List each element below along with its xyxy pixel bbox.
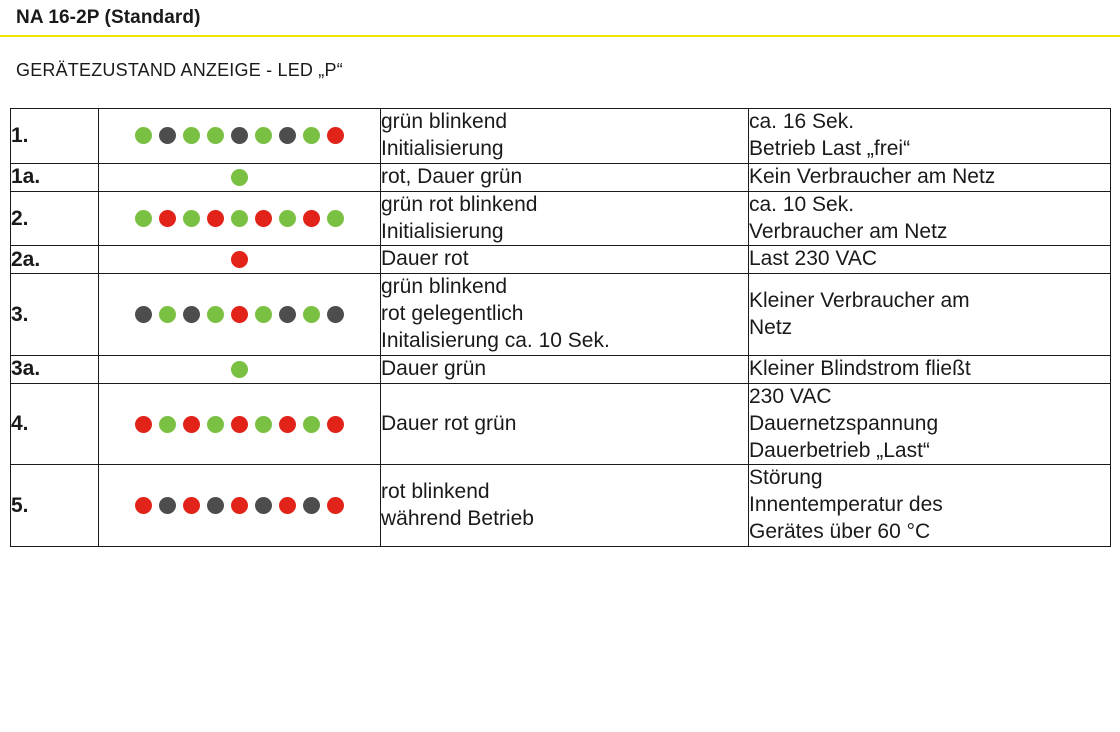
led-red-icon (183, 497, 200, 514)
row-number: 1. (11, 109, 99, 164)
led-green-icon (183, 127, 200, 144)
table-row (11, 465, 1111, 547)
description-line: Dauer grün (381, 356, 487, 380)
led-grey-icon (279, 127, 296, 144)
description-line: rot gelegentlich (381, 302, 524, 326)
table-row (11, 274, 1111, 356)
note-line: Störung (749, 466, 823, 490)
description-line: Initialisierung (381, 219, 504, 243)
led-row (99, 127, 380, 144)
led-green-icon (159, 416, 176, 433)
table-row (11, 191, 1111, 246)
led-grey-icon (255, 497, 272, 514)
page-title: NA 16-2P (Standard) (16, 6, 201, 28)
led-note (749, 163, 1111, 191)
led-red-icon (327, 416, 344, 433)
led-green-icon (231, 169, 248, 186)
led-row (99, 416, 380, 433)
led-description (381, 383, 749, 465)
led-grey-icon (135, 306, 152, 323)
led-grey-icon (279, 306, 296, 323)
row-number: 1a. (11, 163, 99, 191)
row-number: 2. (11, 191, 99, 246)
description-line: Dauer rot grün (381, 411, 517, 435)
led-grey-icon (303, 497, 320, 514)
description-line: Dauer rot (381, 247, 469, 271)
note-line: Dauerbetrieb „Last“ (749, 438, 930, 462)
led-note (749, 383, 1111, 465)
led-green-icon (255, 416, 272, 433)
note-line: Dauernetzspannung (749, 411, 939, 435)
led-status-table (10, 108, 1111, 547)
led-description (381, 355, 749, 383)
led-description (381, 163, 749, 191)
description-line: rot, Dauer grün (381, 164, 523, 188)
led-grey-icon (159, 497, 176, 514)
led-pattern (99, 355, 381, 383)
led-grey-icon (159, 127, 176, 144)
led-description (381, 246, 749, 274)
led-green-icon (279, 210, 296, 227)
led-red-icon (255, 210, 272, 227)
led-green-icon (255, 306, 272, 323)
led-status-table-body (11, 109, 1111, 547)
led-row (99, 251, 380, 268)
row-number: 4. (11, 383, 99, 465)
led-green-icon (135, 127, 152, 144)
led-pattern (99, 246, 381, 274)
note-line: Gerätes über 60 °C (749, 520, 931, 544)
led-row (99, 210, 380, 227)
led-red-icon (231, 306, 248, 323)
note-line: Betrieb Last „frei“ (749, 136, 911, 160)
description-line: Initialisierung (381, 136, 504, 160)
led-grey-icon (231, 127, 248, 144)
led-green-icon (207, 127, 224, 144)
description-line: grün blinkend (381, 275, 508, 299)
note-line: 230 VAC (749, 384, 832, 408)
note-line: Innentemperatur des (749, 493, 943, 517)
led-note (749, 246, 1111, 274)
table-row (11, 246, 1111, 274)
note-line: ca. 16 Sek. (749, 110, 855, 133)
led-pattern (99, 109, 381, 164)
led-green-icon (255, 127, 272, 144)
led-description (381, 274, 749, 356)
led-green-icon (231, 361, 248, 378)
led-red-icon (303, 210, 320, 227)
document-title-bar (0, 0, 1120, 37)
note-line: ca. 10 Sek. (749, 192, 855, 216)
note-line: Kein Verbraucher am Netz (749, 164, 996, 188)
led-green-icon (303, 416, 320, 433)
description-line: Initalisierung ca. 10 Sek. (381, 329, 610, 352)
description-line: während Betrieb (381, 506, 534, 530)
description-line: grün blinkend (381, 110, 508, 133)
led-green-icon (231, 210, 248, 227)
led-grey-icon (327, 306, 344, 323)
led-red-icon (231, 416, 248, 433)
led-grey-icon (207, 497, 224, 514)
led-note (749, 109, 1111, 164)
section-heading: GERÄTEZUSTAND ANZEIGE - LED „P“ (16, 60, 343, 80)
led-pattern (99, 191, 381, 246)
led-red-icon (327, 127, 344, 144)
led-red-icon (279, 497, 296, 514)
led-pattern (99, 465, 381, 547)
led-red-icon (231, 251, 248, 268)
note-line: Kleiner Verbraucher am (749, 288, 970, 312)
led-grey-icon (183, 306, 200, 323)
led-red-icon (327, 497, 344, 514)
led-red-icon (183, 416, 200, 433)
led-green-icon (303, 127, 320, 144)
led-green-icon (327, 210, 344, 227)
led-red-icon (279, 416, 296, 433)
table-row (11, 163, 1111, 191)
led-green-icon (303, 306, 320, 323)
led-red-icon (135, 497, 152, 514)
led-pattern (99, 163, 381, 191)
led-green-icon (207, 416, 224, 433)
led-green-icon (135, 210, 152, 227)
led-green-icon (183, 210, 200, 227)
table-row (11, 383, 1111, 465)
description-line: grün rot blinkend (381, 192, 538, 216)
led-description (381, 191, 749, 246)
note-line: Netz (749, 315, 793, 339)
led-green-icon (207, 306, 224, 323)
led-row (99, 306, 380, 323)
led-note (749, 465, 1111, 547)
led-row (99, 169, 380, 186)
table-row (11, 355, 1111, 383)
led-note (749, 191, 1111, 246)
led-red-icon (231, 497, 248, 514)
led-red-icon (159, 210, 176, 227)
note-line: Verbraucher am Netz (749, 219, 948, 243)
row-number: 2a. (11, 246, 99, 274)
led-green-icon (159, 306, 176, 323)
led-note (749, 355, 1111, 383)
row-number: 3. (11, 274, 99, 356)
description-line: rot blinkend (381, 479, 490, 503)
led-pattern (99, 383, 381, 465)
led-red-icon (135, 416, 152, 433)
led-pattern (99, 274, 381, 356)
row-number: 5. (11, 465, 99, 547)
led-description (381, 465, 749, 547)
note-line: Kleiner Blindstrom fließt (749, 356, 971, 380)
row-number: 3a. (11, 355, 99, 383)
led-row (99, 361, 380, 378)
led-description (381, 109, 749, 164)
led-note (749, 274, 1111, 356)
led-red-icon (207, 210, 224, 227)
table-row (11, 109, 1111, 164)
note-line: Last 230 VAC (749, 247, 878, 271)
led-row (99, 497, 380, 514)
